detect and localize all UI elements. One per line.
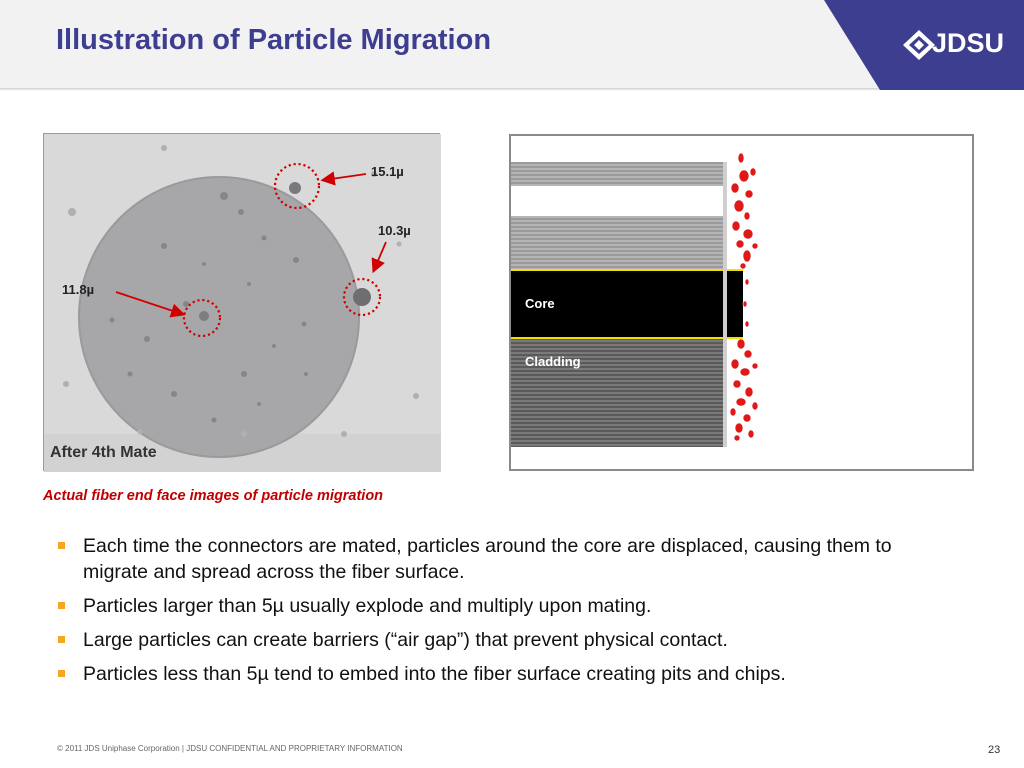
core-label: Core	[525, 296, 555, 311]
jdsu-logo-text: JDSU	[932, 28, 1005, 58]
bullet-item: Particles larger than 5µ usually explode and multiply upon mating.	[58, 593, 958, 619]
bullet-item: Large particles can create barriers (“air gap”) that prevent physical contact.	[58, 627, 958, 653]
jdsu-logo-banner	[0, 0, 1024, 92]
image-label: After 4th Mate	[50, 444, 157, 461]
annotation-15-1: 15.1µ	[371, 164, 404, 179]
square-bullet-icon	[58, 602, 65, 609]
bullet-list	[58, 533, 958, 695]
fiber-cross-section-diagram	[509, 134, 974, 471]
cladding-label: Cladding	[525, 354, 581, 369]
image-caption: Actual fiber end face images of particle migration	[43, 488, 384, 504]
annotation-11-8: 11.8µ	[62, 282, 95, 297]
square-bullet-icon	[58, 636, 65, 643]
square-bullet-icon	[58, 542, 65, 549]
slide-title: Illustration of Particle Migration	[56, 24, 492, 56]
bullet-item: Particles less than 5µ tend to embed into the fiber surface creating pits and chips.	[58, 661, 958, 687]
square-bullet-icon	[58, 670, 65, 677]
footer-text: © 2011 JDS Uniphase Corporation | JDSU CONFIDENTIAL AND PROPRIETARY INFORMATION	[57, 744, 403, 753]
page-number: 23	[988, 744, 1001, 756]
fiber-end-face-image	[43, 133, 440, 471]
bullet-item: Each time the connectors are mated, particles around the core are displaced, causing them to migrate and spread across the fiber surface.	[58, 533, 958, 585]
annotation-10-3: 10.3µ	[378, 223, 411, 238]
